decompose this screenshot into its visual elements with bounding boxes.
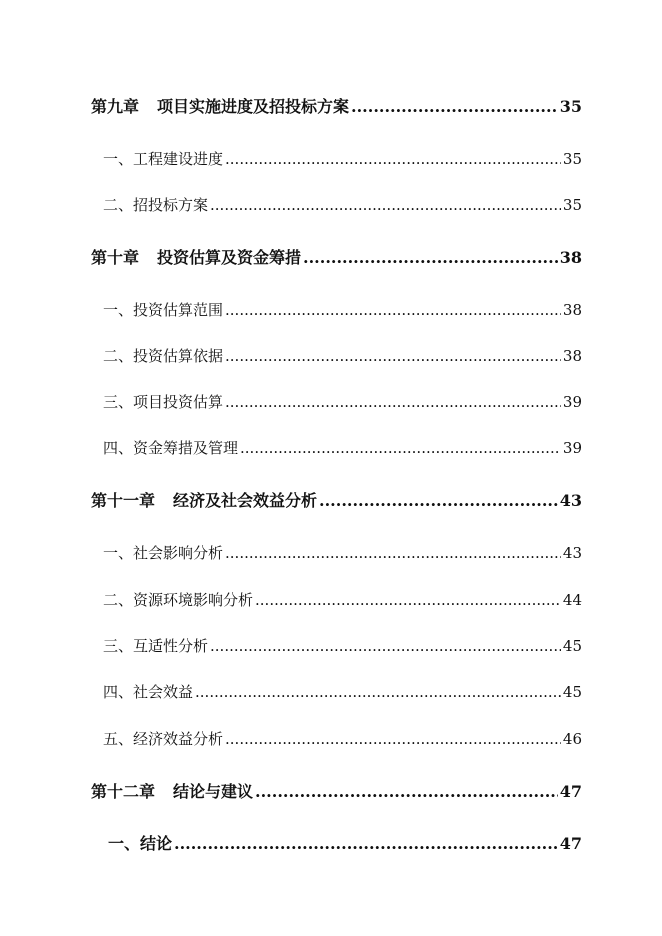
page-number: 47: [558, 829, 582, 859]
toc-entry-title: 三、项目投资估算: [103, 387, 225, 417]
toc-entry-title: 四、社会效益: [103, 677, 195, 707]
page-number: 47: [558, 777, 582, 807]
dot-leader: [225, 538, 561, 568]
toc-entry-title: 二、投资估算依据: [103, 341, 225, 371]
toc-section-project-estimate[interactable]: [0, 387, 662, 417]
toc-entry-title: 五、经济效益分析: [103, 724, 225, 754]
toc-entry-title: 二、招投标方案: [103, 190, 210, 220]
page-number: 43: [558, 486, 582, 516]
dot-leader: [303, 243, 558, 273]
dot-leader: [210, 631, 561, 661]
page-number: 44: [561, 585, 582, 615]
dot-leader: [319, 486, 558, 516]
chapter-title: 投资估算及资金筹措: [157, 248, 302, 267]
toc-chapter-11[interactable]: [0, 486, 662, 516]
toc-entry-title: [91, 777, 255, 807]
toc-entry-title: 一、社会影响分析: [103, 538, 225, 568]
chapter-number: 第九章: [91, 97, 140, 116]
toc-entry-title: 二、资源环境影响分析: [103, 585, 255, 615]
toc-chapter-12[interactable]: [0, 777, 662, 807]
page-number: 39: [561, 387, 582, 417]
chapter-title: 项目实施进度及招投标方案: [157, 97, 350, 116]
dot-leader: [195, 677, 561, 707]
chapter-title: 结论与建议: [173, 782, 254, 801]
toc-entry-title: 四、资金筹措及管理: [103, 433, 240, 463]
toc-section-bidding-plan[interactable]: [0, 190, 662, 220]
page-number: 38: [561, 341, 582, 371]
page-number: 35: [558, 92, 582, 122]
page-number: 39: [561, 433, 582, 463]
page-number: 35: [561, 190, 582, 220]
toc-section-social-impact[interactable]: [0, 538, 662, 568]
toc-section-social-benefit[interactable]: [0, 677, 662, 707]
chapter-number: 第十一章: [91, 491, 156, 510]
toc-entry-title: [91, 486, 319, 516]
toc-entry-title: [91, 243, 303, 273]
dot-leader: [255, 777, 558, 807]
toc-entry-title: 一、投资估算范围: [103, 295, 225, 325]
page-number: 38: [558, 243, 582, 273]
dot-leader: [225, 387, 561, 417]
dot-leader: [225, 724, 561, 754]
chapter-number: 第十二章: [91, 782, 156, 801]
page-number: 35: [561, 144, 582, 174]
toc-section-conclusion[interactable]: [0, 829, 662, 859]
toc-section-engineering-schedule[interactable]: [0, 144, 662, 174]
toc-section-funding-management[interactable]: [0, 433, 662, 463]
toc-chapter-10[interactable]: [0, 243, 662, 273]
page-number: 38: [561, 295, 582, 325]
dot-leader: [174, 829, 558, 859]
toc-section-adaptability[interactable]: [0, 631, 662, 661]
dot-leader: [210, 190, 561, 220]
toc-section-estimate-scope[interactable]: [0, 295, 662, 325]
dot-leader: [225, 341, 561, 371]
dot-leader: [225, 295, 561, 325]
toc-section-environment-impact[interactable]: [0, 585, 662, 615]
chapter-title: 经济及社会效益分析: [173, 491, 318, 510]
dot-leader: [225, 144, 561, 174]
chapter-number: 第十章: [91, 248, 140, 267]
toc-section-economic-benefit[interactable]: [0, 724, 662, 754]
toc-entry-title: 一、结论: [108, 829, 174, 859]
toc-entry-title: 三、互适性分析: [103, 631, 210, 661]
toc-section-estimate-basis[interactable]: [0, 341, 662, 371]
page-number: 46: [561, 724, 582, 754]
page-number: 45: [561, 631, 582, 661]
dot-leader: [240, 433, 561, 463]
dot-leader: [351, 92, 558, 122]
toc-entry-title: [91, 92, 351, 122]
dot-leader: [255, 585, 561, 615]
toc-chapter-9[interactable]: [0, 92, 662, 122]
page-number: 43: [561, 538, 582, 568]
toc-entry-title: 一、工程建设进度: [103, 144, 225, 174]
page-number: 45: [561, 677, 582, 707]
